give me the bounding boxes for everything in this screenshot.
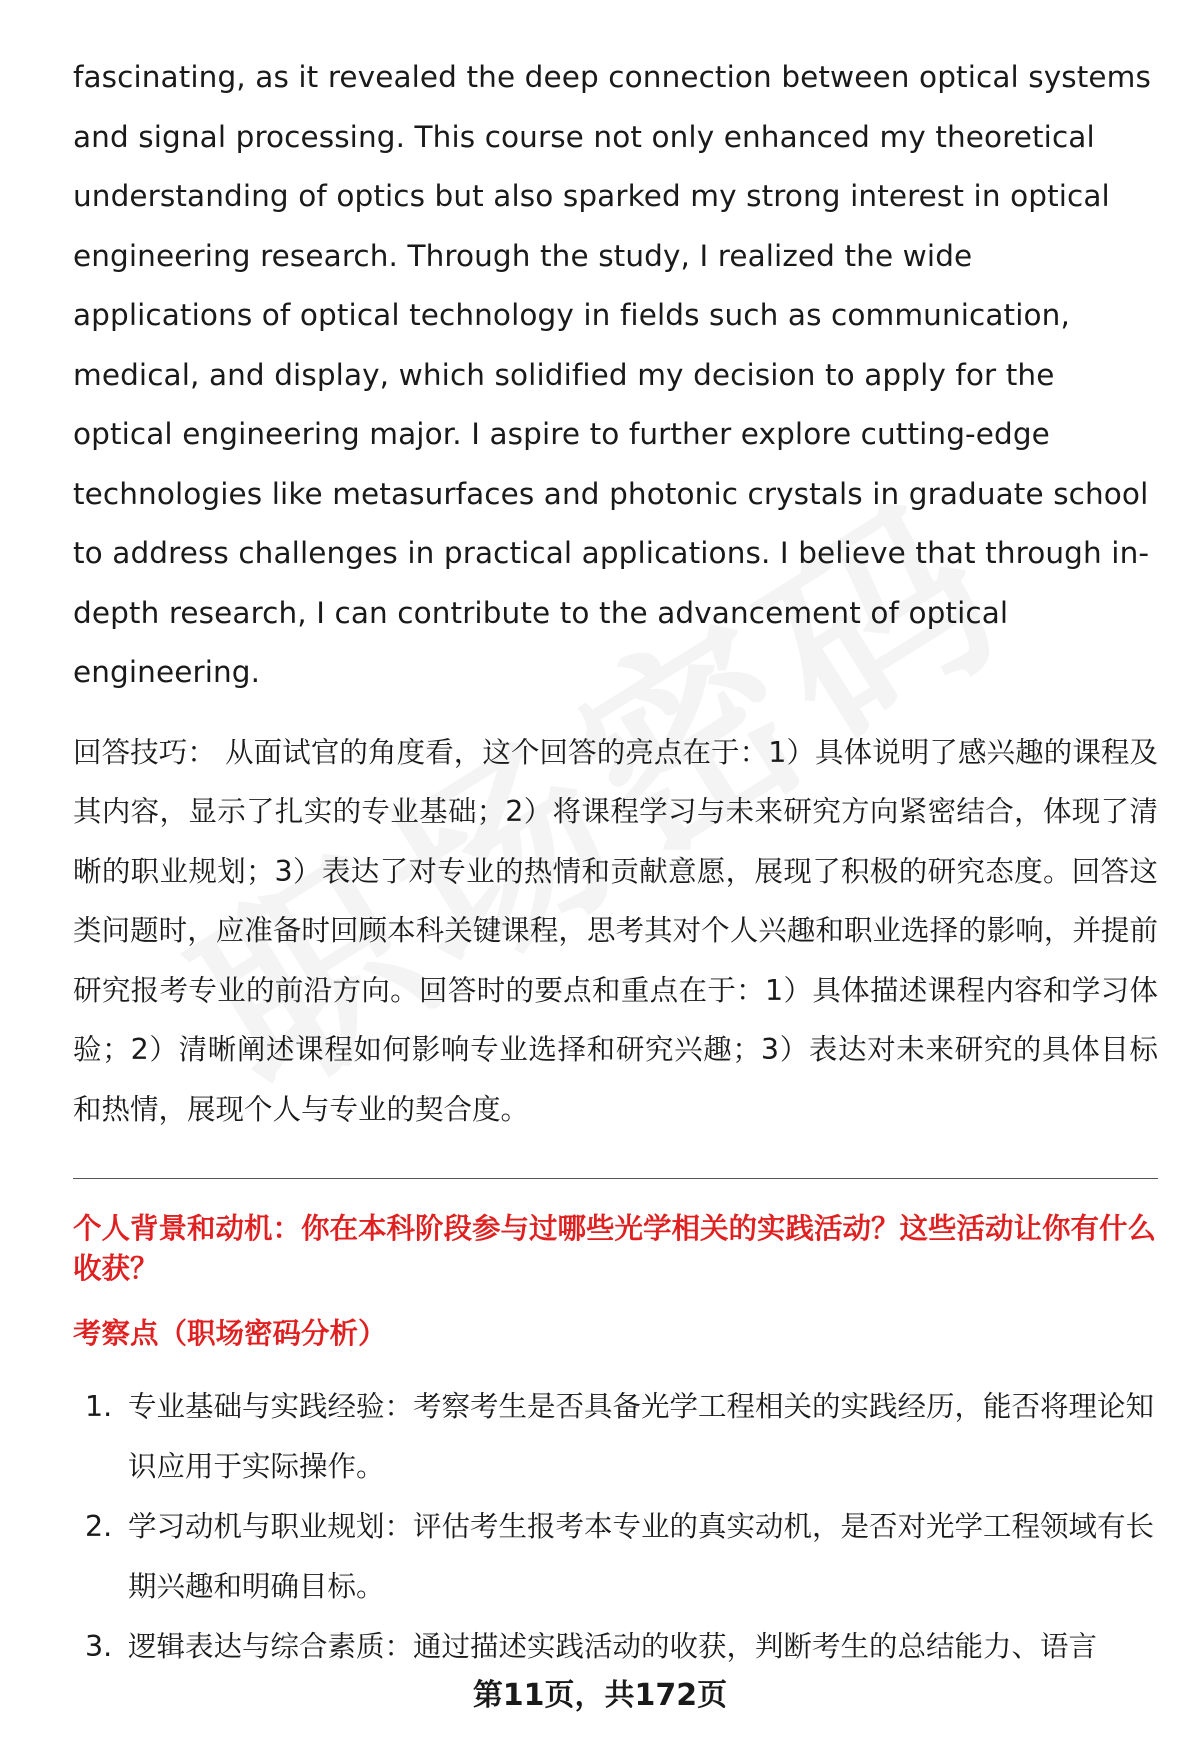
section-divider bbox=[73, 1178, 1158, 1179]
list-item-text: 逻辑表达与综合素质：通过描述实践活动的收获，判断考生的总结能力、语言 bbox=[128, 1630, 1098, 1663]
page-number-footer: 第11页，共172页 bbox=[472, 1678, 728, 1713]
list-item-number: 3. bbox=[85, 1630, 113, 1663]
document-page bbox=[73, 48, 1158, 1677]
question-heading: 个人背景和动机：你在本科阶段参与过哪些光学相关的实践活动？这些活动让你有什么收获？ bbox=[73, 1212, 1157, 1285]
assessment-points-list bbox=[73, 1377, 1158, 1677]
answer-tips-paragraph: 回答技巧： 从面试官的角度看，这个回答的亮点在于：1）具体说明了感兴趣的课程及其内容，显示了扎实的专业基础；2）将课程学习与未来研究方向紧密结合，体现了清晰的职业规划；3）表达了对专业的热情和贡献意愿，展现了积极的研究态度。回答这类问题时，应准备时回顾本科关键课程，思考其对个人兴趣和职业选择的影响，并提前研究报考专业的前沿方向。回答时的要点和重点在于：1）具体描述课程内容和学习体验；2）清晰阐述课程如何影响专业选择和研究兴趣；3）表达对未来研究的具体目标和热情，展现个人与专业的契合度。 bbox=[73, 735, 1158, 1126]
answer-paragraph: fascinating, as it revealed the deep connection between optical systems and signal processing. This course not only enhanced my theoretical understanding of optics but also sparked my strong interest in optical engineering research. Through the study, I realized the wide applications of optical technology in fields such as communication, medical, and display, which solidified my decision to apply for the optical engineering major. I aspire to further explore cutting-edge technologies like metasurfaces and photonic crystals in graduate school to address challenges in practical applications. I believe that through in-depth research, I can contribute to the advancement of optical engineering. bbox=[73, 60, 1151, 689]
list-item bbox=[73, 1377, 1158, 1497]
section-title: 考察点（职场密码分析） bbox=[73, 1317, 387, 1350]
list-item-number: 2. bbox=[85, 1510, 113, 1543]
list-item-text: 学习动机与职业规划：评估考生报考本专业的真实动机，是否对光学工程领域有长期兴趣和明确目标。 bbox=[128, 1510, 1155, 1603]
list-item bbox=[73, 1497, 1158, 1617]
list-item-text: 专业基础与实践经验：考察考生是否具备光学工程相关的实践经历，能否将理论知识应用于实际操作。 bbox=[128, 1390, 1155, 1483]
list-item-number: 1. bbox=[85, 1390, 113, 1423]
list-item bbox=[73, 1617, 1158, 1677]
